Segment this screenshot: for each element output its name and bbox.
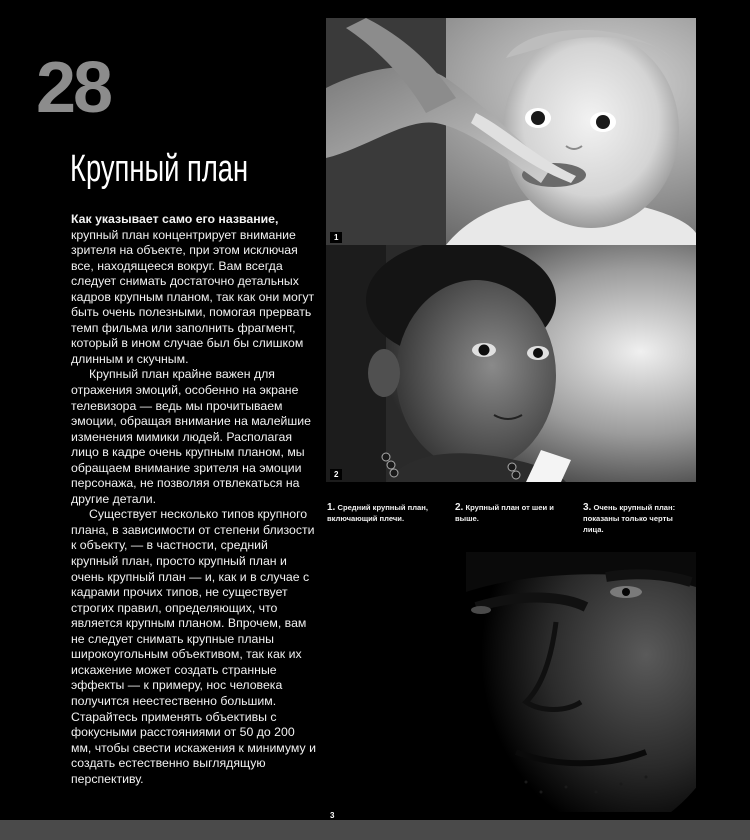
paragraph-1 <box>71 212 316 367</box>
paragraph-3: Существует несколько типов крупного плана, в зависимости от степени близости к объекту, — в частности, средний крупный план, просто крупный план и очень крупный план — и, как и в случае с кадрами прочих типов, не существует строгих правил, определяющих, что является крупным планом. Впрочем, вам не следует снимать крупные планы широкоугольным объективом, так как их искажение может создать странные эффекты — к примеру, нос человека получится неестественно большим. Старайтесь применять объективы с фокусными расстояниями от 50 до 200 мм, чтобы свести искажения к минимуму и создать естественно выглядящую перспективу. <box>71 507 316 786</box>
photo-2-label: 2 <box>330 469 342 480</box>
child-closeup-image <box>326 245 696 482</box>
caption-3: 3. Очень крупный план: показаны только черты лица. <box>583 502 676 534</box>
chapter-title: Крупный план <box>70 148 249 190</box>
photo-child-closeup <box>326 245 696 482</box>
man-extreme-closeup-image <box>326 552 696 812</box>
photo-man-extreme-closeup <box>326 552 696 812</box>
bottom-bar <box>0 820 750 840</box>
chapter-number: 28 <box>36 48 111 128</box>
photo-baby-feeding <box>326 18 696 245</box>
lead-text: Как указывает само его название, <box>71 212 279 226</box>
baby-feeding-image <box>326 18 696 245</box>
photo-3-label: 3 <box>330 811 335 820</box>
body-text <box>71 212 316 787</box>
paragraph-2: Крупный план крайне важен для отражения эмоций, особенно на экране телевизора — ведь мы прочитываем эмоции, обращая внимание на малейшие изменения мимики людей. Располагая лицо в кадре очень крупным планом, мы обращаем внимание зрителя на эмоции персонажа, не позволяя отвлекаться на другие детали. <box>71 367 311 506</box>
photo-1-label: 1 <box>330 232 342 243</box>
caption-1: 1. Средний крупный план, включающий плечи. <box>327 502 428 523</box>
paragraph-1-text: крупный план концентрирует внимание зрителя на объекте, при этом исключая все, находящееся вокруг. Вам всегда следует снимать достаточно детальных кадров крупным планом, так как они могут быть очень полезными, помогая прервать темп фильма или заполнить фрагмент, который в ином случае был бы слишком длинным и скучным. <box>71 227 315 366</box>
caption-2: 2. Крупный план от шеи и выше. <box>455 502 554 523</box>
